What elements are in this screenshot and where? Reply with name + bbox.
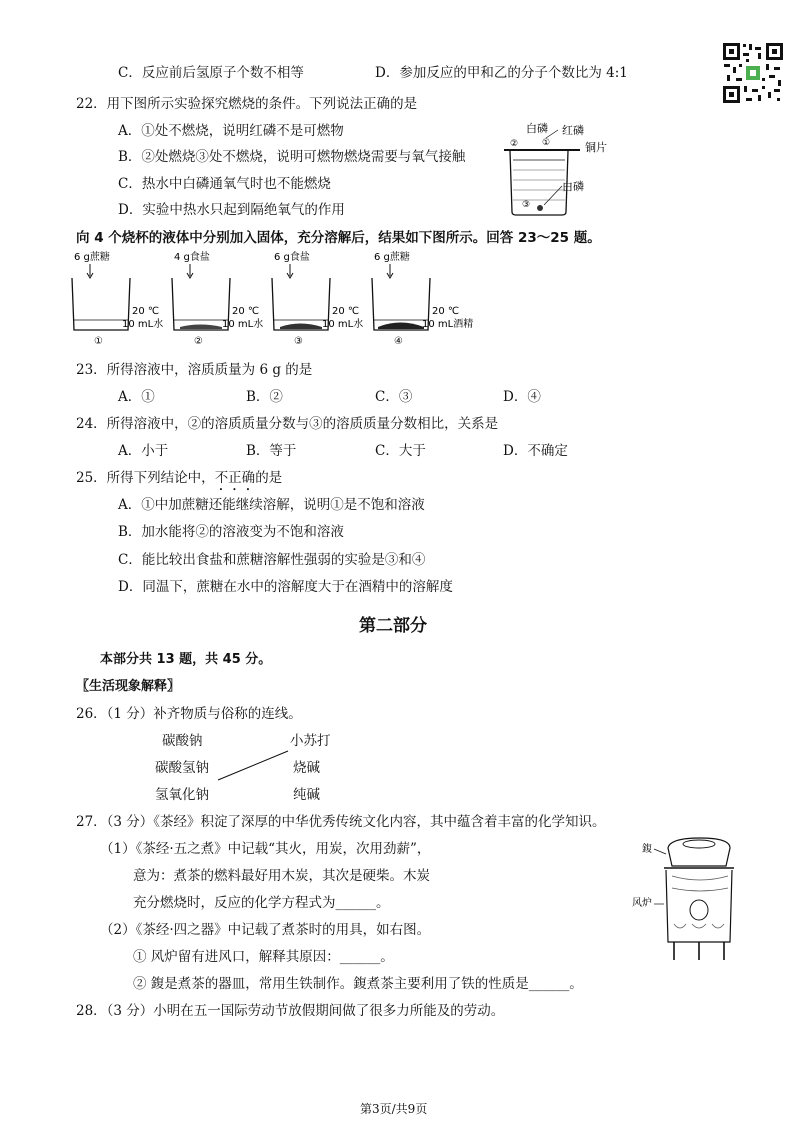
q24-option-b: B．等于 [246, 443, 297, 459]
beaker-2 [172, 250, 263, 347]
q27-sub2-a: ① 风炉留有进风口，解释其原因：______。 [133, 949, 394, 965]
marker-3: ③ [522, 200, 531, 210]
q26-connecting-line [210, 745, 300, 785]
svg-text:20 ℃: 20 ℃ [132, 306, 160, 317]
q22-option-b: B．②处燃烧③处不燃烧，说明可燃物燃烧需要与氧气接触 [118, 149, 466, 165]
q24-stem: 24．所得溶液中，②的溶质质量分数与③的溶质质量分数相比，关系是 [76, 416, 499, 432]
svg-text:10 mL水: 10 mL水 [322, 319, 364, 330]
beakers-figure [60, 248, 520, 348]
q21-option-c: C．反应前后氢原子个数不相等 [118, 65, 304, 81]
q25-option-c: C．能比较出食盐和蔗糖溶解性强弱的实验是③和④ [118, 552, 426, 568]
q22-option-a: A．①处不燃烧，说明红磷不是可燃物 [118, 123, 344, 139]
q22-option-c: C．热水中白磷通氧气时也不能燃烧 [118, 176, 331, 192]
part2-title: 第二部分 [359, 616, 427, 636]
q24-option-a: A．小于 [118, 443, 169, 459]
svg-text:④: ④ [394, 336, 403, 347]
white-phosphorus-2-label: 白磷 [562, 180, 584, 193]
copper-sheet-label: 铜片 [585, 141, 607, 154]
svg-text:4 g食盐: 4 g食盐 [174, 252, 210, 263]
marker-1: ① [542, 138, 551, 148]
q26-left-1: 碳酸钠 [162, 733, 203, 749]
qr-code-icon [722, 42, 784, 104]
q24-option-c: C．大于 [375, 443, 426, 459]
svg-text:20 ℃: 20 ℃ [232, 306, 260, 317]
q28-stem: 28．（3 分）小明在五一国际劳动节放假期间做了很多力所能及的劳动。 [76, 1003, 505, 1019]
svg-text:6 g食盐: 6 g食盐 [274, 252, 310, 263]
page-footer: 第3页/共9页 [360, 1102, 428, 1116]
q26-left-3: 氢氧化钠 [155, 787, 209, 803]
q27-sub1: （1）《茶经·五之煮》中记载“其火，用炭，次用劲薪”， [100, 841, 431, 857]
q26-stem: 26．（1 分）补齐物质与俗称的连线。 [76, 706, 302, 722]
q27-sub1-line3: 充分燃烧时，反应的化学方程式为______。 [133, 895, 390, 911]
beaker-1-solid: 6 g蔗糖 [74, 252, 110, 263]
beaker-1 [72, 250, 163, 347]
intro-23-25: 向 4 个烧杯的液体中分别加入固体，充分溶解后，结果如下图所示。回答 23～25 题。 [76, 230, 601, 246]
q23-stem: 23．所得溶液中，溶质质量为 6 g 的是 [76, 362, 313, 378]
white-phosphorus-label: 白磷 [526, 122, 548, 135]
q22-option-d: D．实验中热水只起到隔绝氧气的作用 [118, 202, 345, 218]
q24-option-d: D．不确定 [503, 443, 568, 459]
q27-stem: 27．（3 分）《茶经》积淀了深厚的中华优秀传统文化内容，其中蕴含着丰富的化学知识。 [76, 814, 606, 830]
marker-2: ② [510, 139, 519, 149]
q26-right-2: 烧碱 [293, 760, 320, 776]
q25-option-b: B．加水能将②的溶液变为不饱和溶液 [118, 524, 344, 540]
q27-sub2-b: ② 鍑是煮茶的器皿，常用生铁制作。鍑煮茶主要利用了铁的性质是______。 [133, 976, 583, 992]
q26-right-3: 纯碱 [293, 787, 320, 803]
tea-stove-figure [630, 832, 740, 964]
svg-text:②: ② [194, 336, 203, 347]
q21-option-d: D．参加反应的甲和乙的分子个数比为 4:1 [375, 65, 628, 81]
q23-option-a: A．① [118, 389, 155, 405]
svg-text:20 ℃: 20 ℃ [332, 306, 360, 317]
svg-text:20 ℃: 20 ℃ [432, 306, 460, 317]
pot-label: 鍑 [642, 844, 652, 855]
part2-summary: 本部分共 13 题，共 45 分。 [100, 652, 272, 667]
stove-label: 风炉 [632, 898, 652, 909]
emphasis-not-correct: 不正确 [214, 470, 256, 486]
q26-left-2: 碳酸氢钠 [155, 760, 209, 776]
svg-text:③: ③ [294, 336, 303, 347]
section-heading: 〖生活现象解释〗 [76, 679, 181, 694]
q23-option-b: B．② [246, 389, 283, 405]
svg-text:6 g蔗糖: 6 g蔗糖 [374, 252, 410, 263]
q22-stem: 22．用下图所示实验探究燃烧的条件。下列说法正确的是 [76, 96, 418, 112]
combustion-experiment-figure [500, 120, 612, 220]
q25-option-d: D．同温下，蔗糖在水中的溶解度大于在酒精中的溶解度 [118, 579, 453, 595]
red-phosphorus-label: 红磷 [562, 124, 584, 137]
svg-text:10 mL水: 10 mL水 [122, 319, 164, 330]
q25-option-a: A．①中加蔗糖还能继续溶解，说明①是不饱和溶液 [118, 497, 425, 513]
q27-sub2: （2）《茶经·四之器》中记载了煮茶时的用具，如右图。 [100, 922, 431, 938]
q23-option-c: C．③ [375, 389, 413, 405]
svg-text:10 mL酒精: 10 mL酒精 [422, 319, 474, 330]
beaker-4 [372, 250, 473, 347]
beaker-3 [272, 250, 363, 347]
q23-option-d: D．④ [503, 389, 541, 405]
svg-text:①: ① [94, 336, 103, 347]
q27-sub1-line2: 意为：煮茶的燃料最好用木炭，其次是硬柴。木炭 [133, 868, 430, 884]
q25-stem: 25．所得下列结论中，不正确的是 [76, 470, 283, 486]
svg-text:10 mL水: 10 mL水 [222, 319, 264, 330]
q26-right-1: 小苏打 [290, 733, 331, 749]
